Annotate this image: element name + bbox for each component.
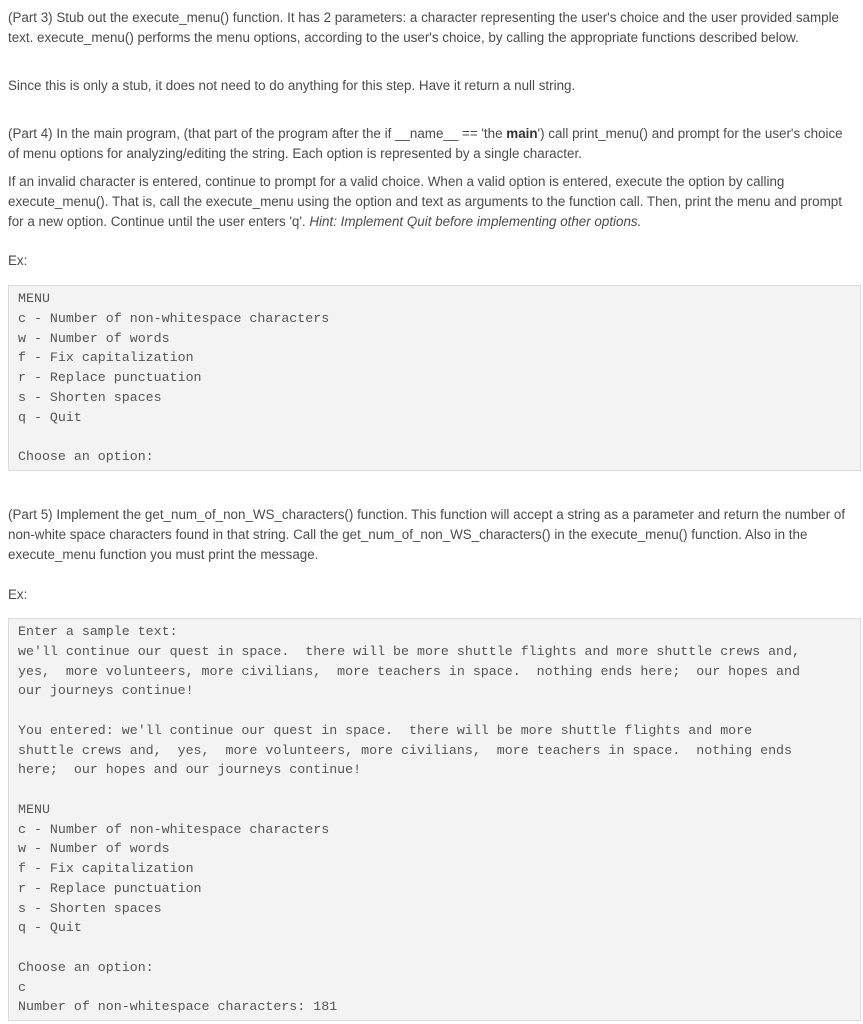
code-line — [18, 427, 860, 447]
code-line — [18, 780, 860, 800]
part4-p1-text-a: (Part 4) In the main program, (that part of the program after the if __name__ == 'the — [8, 126, 507, 141]
code-line: our journeys continue! — [18, 683, 194, 699]
code-line: q - Quit — [18, 920, 82, 936]
example2-label: Ex: — [8, 587, 28, 602]
code-line: c - Number of non-whitespace characters — [18, 310, 330, 326]
part4-p2-text: If an invalid character is entered, continue to prompt for a valid choice. When a valid option is entered, execute the option by calling execute_menu(). That is, call the execute_menu using the option and text as arguments to the function call. Then, print the menu and prompt for a new option. Continue until the user enters 'q'. — [8, 174, 846, 229]
code-line: here; our hopes and our journeys continue! — [18, 762, 362, 778]
code-line: Number of non-whitespace characters: 181 — [18, 999, 338, 1015]
code-line: Choose an option: — [18, 449, 154, 464]
example1-label: Ex: — [8, 253, 28, 268]
code-line: s - Shorten spaces — [18, 900, 162, 916]
code-line: r - Replace punctuation — [18, 370, 202, 385]
part4-p1-bold: main — [506, 126, 538, 141]
code-line — [18, 701, 860, 721]
code-line: c - Number of non-whitespace characters — [18, 821, 330, 837]
code-line: MENU — [18, 291, 50, 306]
part4-paragraph-2 — [8, 172, 856, 232]
example2-code — [9, 622, 860, 1017]
code-line: w - Number of words — [18, 841, 170, 857]
example2-code-block — [8, 618, 861, 1021]
code-line: c — [18, 979, 26, 995]
code-line: shuttle crews and, yes, more volunteers, more civilians, more teachers in space. nothing ends — [18, 742, 793, 758]
example1-code-block — [8, 285, 861, 471]
part4-hint: Hint: Implement Quit before implementing other options. — [309, 214, 642, 229]
code-line — [18, 938, 860, 958]
example1-code — [9, 289, 860, 467]
part5-paragraph-1: (Part 5) Implement the get_num_of_non_WS_characters() function. This function will accept a string as a parameter and return the number of non-white space characters found in that string. Call the get_num_of_non_WS_characters() in the execute_menu() function. Also in the execute_menu function you must print the message. — [8, 507, 849, 562]
code-line: q - Quit — [18, 409, 82, 425]
code-line: r - Replace punctuation — [18, 880, 202, 896]
part4-paragraph-1 — [8, 124, 856, 164]
code-line: yes, more volunteers, more civilians, more teachers in space. nothing ends here; our hopes and — [18, 663, 800, 679]
part3-paragraph-1: (Part 3) Stub out the execute_menu() function. It has 2 parameters: a character representing the user's choice and the user provided sample text. execute_menu() performs the menu options, according to the user's choice, by calling the appropriate functions described below. — [8, 10, 843, 45]
code-line: MENU — [18, 801, 50, 817]
part4-p1-text-b: ') call print_menu() and prompt for the user's choice of menu options for analyzing/editing the string. Each option is represented by a single character. — [8, 126, 847, 161]
code-line: f - Fix capitalization — [18, 861, 194, 876]
code-line: we'll continue our quest in space. there will be more shuttle flights and more shuttle crews and, — [18, 643, 800, 659]
code-line: f - Fix capitalization — [18, 350, 194, 366]
code-line: Choose an option: — [18, 959, 154, 975]
code-line: w - Number of words — [18, 330, 170, 346]
part3-paragraph-2: Since this is only a stub, it does not need to do anything for this step. Have it return a null string. — [8, 78, 576, 93]
code-line: You entered: we'll continue our quest in space. there will be more shuttle flights and more — [18, 722, 753, 738]
code-line: Enter a sample text: — [18, 624, 178, 639]
code-line: s - Shorten spaces — [18, 389, 162, 405]
